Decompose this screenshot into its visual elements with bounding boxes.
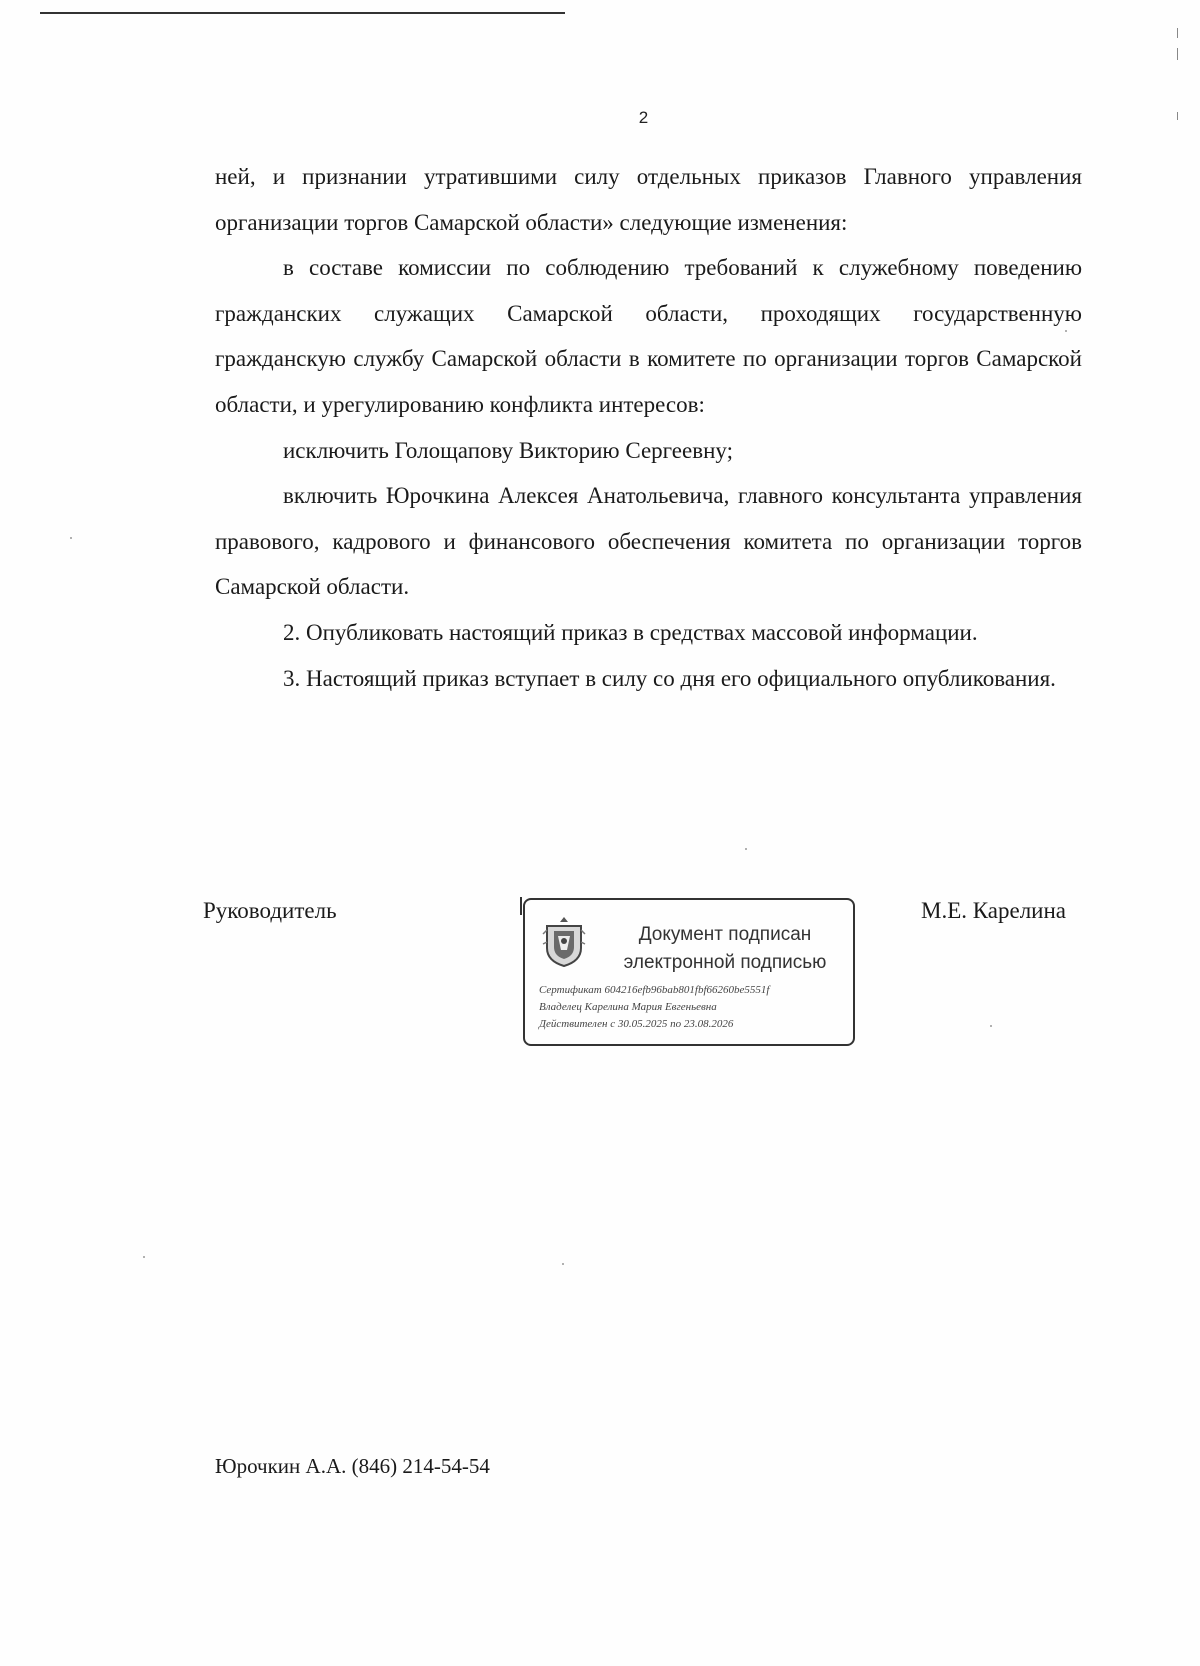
electronic-signature-stamp bbox=[523, 898, 855, 1046]
stamp-certificate: Сертификат 604216efb96bab801fbf66260be5551f bbox=[539, 984, 770, 996]
body-paragraph: 3. Настоящий приказ вступает в силу со дня его официального опубликования. bbox=[283, 665, 1056, 691]
stamp-title-line: электронной подписью bbox=[623, 952, 827, 973]
document-body bbox=[215, 154, 1082, 701]
signer-position: Руководитель bbox=[203, 898, 337, 923]
scan-speck bbox=[745, 848, 747, 850]
body-paragraph: ней, и признании утратившими силу отдельных приказов Главного управления организации торгов Самарской области» следующие изменения: bbox=[215, 164, 1082, 235]
scan-speck bbox=[143, 1256, 145, 1258]
executor-contact: Юрочкин А.А. (846) 214-54-54 bbox=[215, 1454, 490, 1478]
body-paragraph: включить Юрочкина Алексея Анатольевича, главного консультанта управления правового, кадрового и финансового обеспечения комитета по организации торгов Самарской области. bbox=[215, 483, 1082, 600]
stamp-validity: Действителен с 30.05.2025 по 23.08.2026 bbox=[539, 1018, 734, 1030]
stamp-title-line: Документ подписан bbox=[638, 924, 812, 945]
signer-name: М.Е. Карелина bbox=[921, 898, 1067, 923]
scan-edge-mark bbox=[1177, 28, 1178, 38]
body-paragraph: исключить Голощапову Викторию Сергеевну; bbox=[283, 437, 733, 463]
top-rule bbox=[40, 12, 565, 14]
stamp-owner: Владелец Карелина Мария Евгеньевна bbox=[539, 1001, 717, 1013]
coat-of-arms-icon bbox=[541, 914, 587, 968]
scan-speck bbox=[70, 537, 72, 539]
scan-speck bbox=[990, 1025, 992, 1027]
scan-speck bbox=[562, 1263, 564, 1265]
stamp-tick bbox=[520, 897, 522, 915]
page-number: 2 bbox=[638, 108, 649, 127]
scan-edge-mark bbox=[1177, 48, 1178, 60]
body-paragraph: в составе комиссии по соблюдению требований к служебному поведению гражданских служащих Самарской области, проходящих государственную гражданскую службу Самарской области в комитете по организации торгов Самарской области, и урегулированию конфликта интересов: bbox=[215, 255, 1082, 417]
body-paragraph: 2. Опубликовать настоящий приказ в средствах массовой информации. bbox=[283, 619, 978, 645]
scan-speck bbox=[1065, 330, 1067, 332]
